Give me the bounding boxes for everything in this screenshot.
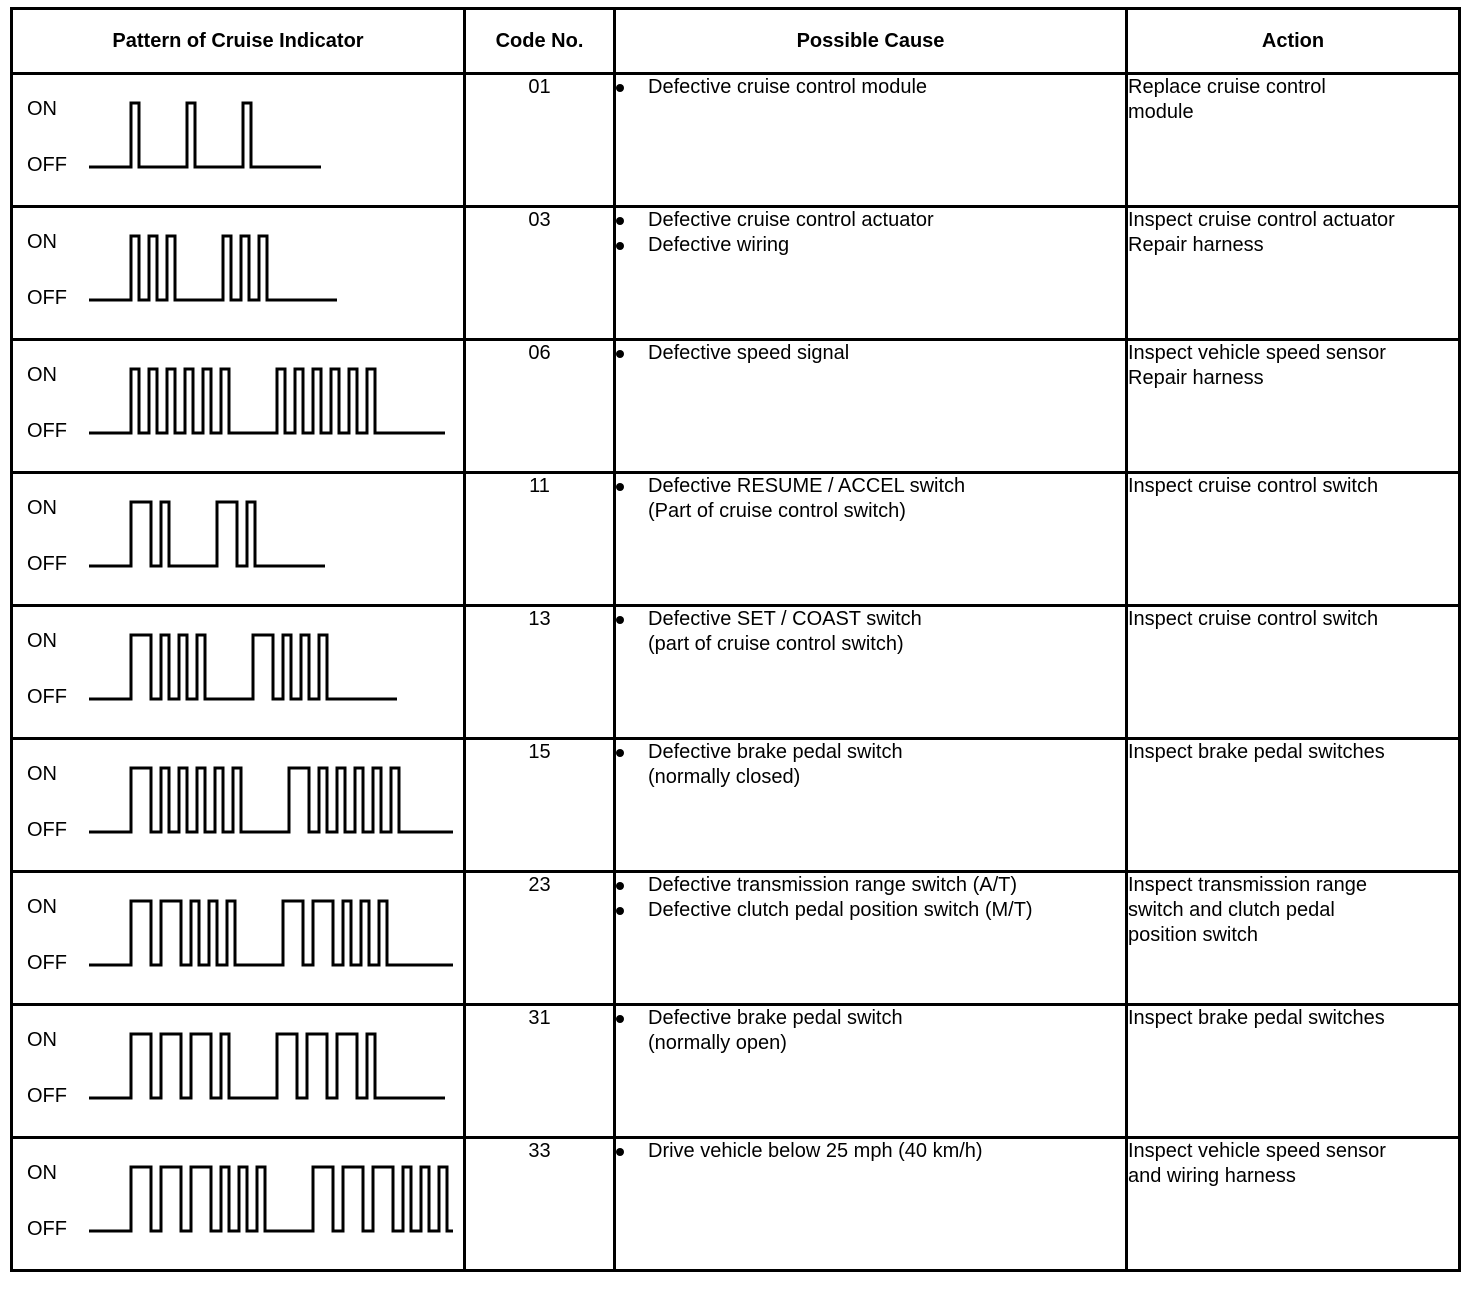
cause-note: (normally open) <box>648 1032 787 1054</box>
code-cell: 15 <box>465 739 615 872</box>
off-label: OFF <box>27 686 67 708</box>
action-line: Inspect vehicle speed sensor <box>1128 1140 1386 1162</box>
cause-text: Defective brake pedal switch <box>648 741 903 763</box>
cause-text: Defective RESUME / ACCEL switch <box>648 475 966 497</box>
off-label: OFF <box>27 154 67 176</box>
action-line: Inspect brake pedal switches <box>1128 741 1385 763</box>
list-item <box>616 75 1125 100</box>
cause-text: Defective cruise control actuator <box>648 209 934 231</box>
cause-text: Drive vehicle below 25 mph (40 km/h) <box>648 1140 983 1162</box>
cause-text: Defective clutch pedal position switch (M/T) <box>648 899 1033 921</box>
action-line: Inspect cruise control actuator <box>1128 209 1395 231</box>
action-cell <box>1127 207 1460 340</box>
on-label: ON <box>27 231 57 253</box>
pulse-line <box>89 103 321 167</box>
pattern-cell <box>12 74 465 207</box>
action-line: Repair harness <box>1128 367 1264 389</box>
action-line: position switch <box>1128 924 1259 946</box>
pulse-waveform <box>13 1139 463 1269</box>
pattern-cell <box>12 473 465 606</box>
list-item <box>616 607 1125 657</box>
table-row <box>12 473 1460 606</box>
pulse-waveform <box>13 740 463 870</box>
list-item <box>616 233 1125 258</box>
cause-list <box>616 1139 1125 1164</box>
bullet-icon <box>616 882 624 890</box>
table-row <box>12 207 1460 340</box>
list-item <box>616 898 1125 923</box>
list-item <box>616 208 1125 233</box>
cause-cell <box>615 74 1127 207</box>
cause-cell <box>615 340 1127 473</box>
action-cell <box>1127 74 1460 207</box>
bullet-icon <box>616 749 624 757</box>
pattern-cell <box>12 606 465 739</box>
cause-list <box>616 607 1125 657</box>
pattern-cell <box>12 872 465 1005</box>
cause-note: (part of cruise control switch) <box>648 633 904 655</box>
pulse-line <box>89 369 445 433</box>
on-label: ON <box>27 763 57 785</box>
pattern-cell <box>12 739 465 872</box>
bullet-icon <box>616 217 624 225</box>
list-item <box>616 341 1125 366</box>
on-label: ON <box>27 98 57 120</box>
pulse-waveform <box>13 341 463 471</box>
pulse-waveform <box>13 873 463 1003</box>
action-line: module <box>1128 101 1194 123</box>
table-row <box>12 872 1460 1005</box>
code-cell: 06 <box>465 340 615 473</box>
action-cell <box>1127 1138 1460 1271</box>
cause-note: (normally closed) <box>648 766 801 788</box>
list-item <box>616 740 1125 790</box>
code-cell: 31 <box>465 1005 615 1138</box>
bullet-icon <box>616 1015 624 1023</box>
off-label: OFF <box>27 1218 67 1240</box>
cause-cell <box>615 606 1127 739</box>
cause-cell <box>615 1005 1127 1138</box>
action-cell <box>1127 340 1460 473</box>
pulse-line <box>89 901 453 965</box>
cause-text: Defective transmission range switch (A/T) <box>648 874 1018 896</box>
action-line: Inspect brake pedal switches <box>1128 1007 1385 1029</box>
pulse-waveform <box>13 607 463 737</box>
bullet-icon <box>616 242 624 250</box>
list-item <box>616 474 1125 524</box>
pulse-waveform <box>13 474 463 604</box>
code-cell: 03 <box>465 207 615 340</box>
off-label: OFF <box>27 952 67 974</box>
on-label: ON <box>27 1162 57 1184</box>
action-line: Repair harness <box>1128 234 1264 256</box>
off-label: OFF <box>27 420 67 442</box>
header-pattern: Pattern of Cruise Indicator <box>12 9 465 74</box>
cause-cell <box>615 739 1127 872</box>
action-cell <box>1127 739 1460 872</box>
action-line: Replace cruise control <box>1128 76 1326 98</box>
table-row <box>12 340 1460 473</box>
pulse-line <box>89 635 397 699</box>
bullet-icon <box>616 907 624 915</box>
pulse-waveform <box>13 75 463 205</box>
off-label: OFF <box>27 287 67 309</box>
bullet-icon <box>616 84 624 92</box>
on-label: ON <box>27 1029 57 1051</box>
code-cell: 33 <box>465 1138 615 1271</box>
table-row <box>12 606 1460 739</box>
cause-list <box>616 740 1125 790</box>
action-line: Inspect cruise control switch <box>1128 475 1379 497</box>
pattern-cell <box>12 1138 465 1271</box>
pulse-line <box>89 1167 453 1231</box>
action-cell <box>1127 473 1460 606</box>
cause-cell <box>615 1138 1127 1271</box>
action-line: Inspect vehicle speed sensor <box>1128 342 1386 364</box>
list-item <box>616 873 1125 898</box>
cause-list <box>616 341 1125 366</box>
cause-list <box>616 873 1125 923</box>
cause-list <box>616 75 1125 100</box>
table-body <box>12 74 1460 1271</box>
list-item <box>616 1006 1125 1056</box>
pulse-line <box>89 1034 445 1098</box>
pattern-cell <box>12 1005 465 1138</box>
cause-text: Defective wiring <box>648 234 790 256</box>
pattern-cell <box>12 207 465 340</box>
table-row <box>12 1005 1460 1138</box>
cause-cell <box>615 473 1127 606</box>
pattern-cell <box>12 340 465 473</box>
list-item <box>616 1139 1125 1164</box>
code-cell: 13 <box>465 606 615 739</box>
off-label: OFF <box>27 553 67 575</box>
bullet-icon <box>616 1148 624 1156</box>
cause-list <box>616 474 1125 524</box>
header-cause: Possible Cause <box>615 9 1127 74</box>
bullet-icon <box>616 350 624 358</box>
code-cell: 11 <box>465 473 615 606</box>
bullet-icon <box>616 616 624 624</box>
off-label: OFF <box>27 1085 67 1107</box>
action-line: Inspect transmission range <box>1128 874 1368 896</box>
table-row <box>12 74 1460 207</box>
cause-cell <box>615 872 1127 1005</box>
action-line: switch and clutch pedal <box>1128 899 1335 921</box>
code-cell: 23 <box>465 872 615 1005</box>
cause-text: Defective brake pedal switch <box>648 1007 903 1029</box>
bullet-icon <box>616 483 624 491</box>
pulse-waveform <box>13 1006 463 1136</box>
cause-text: Defective speed signal <box>648 342 850 364</box>
diagnostic-code-chart <box>10 7 1458 1272</box>
on-label: ON <box>27 630 57 652</box>
cause-text: Defective cruise control module <box>648 76 928 98</box>
cause-text: Defective SET / COAST switch <box>648 608 922 630</box>
off-label: OFF <box>27 819 67 841</box>
action-line: Inspect cruise control switch <box>1128 608 1379 630</box>
header-action: Action <box>1127 9 1460 74</box>
pulse-line <box>89 236 337 300</box>
header-code: Code No. <box>465 9 615 74</box>
action-cell <box>1127 872 1460 1005</box>
pulse-waveform <box>13 208 463 338</box>
diagnostic-table <box>10 7 1461 1272</box>
table-row <box>12 1138 1460 1271</box>
table-row <box>12 739 1460 872</box>
on-label: ON <box>27 364 57 386</box>
cause-note: (Part of cruise control switch) <box>648 500 906 522</box>
on-label: ON <box>27 896 57 918</box>
cause-list <box>616 1006 1125 1056</box>
cause-list <box>616 208 1125 258</box>
header-row <box>12 9 1460 74</box>
action-cell <box>1127 606 1460 739</box>
action-line: and wiring harness <box>1128 1165 1296 1187</box>
pulse-line <box>89 502 325 566</box>
cause-cell <box>615 207 1127 340</box>
code-cell: 01 <box>465 74 615 207</box>
pulse-line <box>89 768 453 832</box>
action-cell <box>1127 1005 1460 1138</box>
on-label: ON <box>27 497 57 519</box>
